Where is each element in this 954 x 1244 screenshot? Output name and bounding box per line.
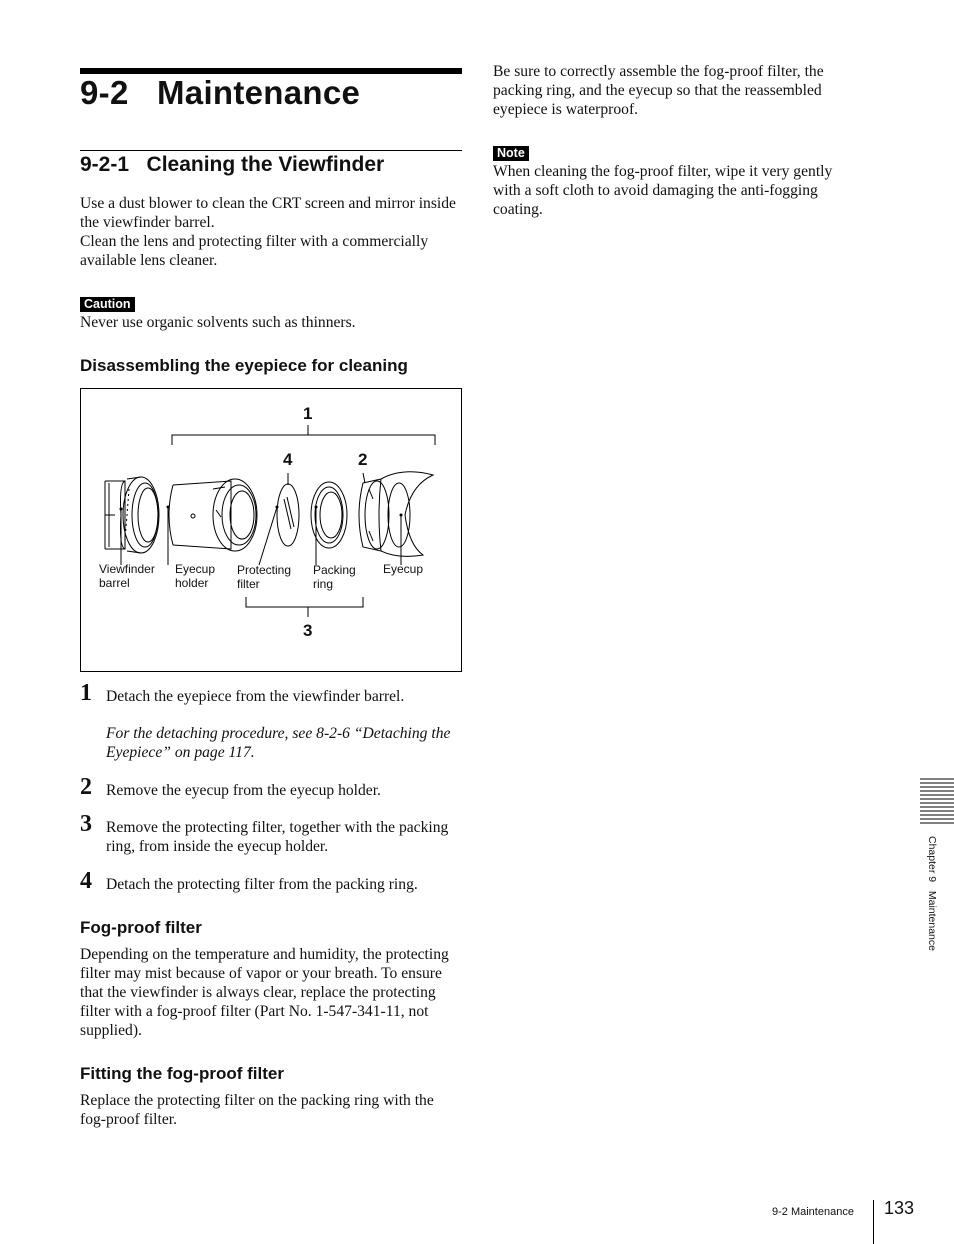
label-eyecup: Eyecup [383,562,424,576]
intro-paragraph-1: Use a dust blower to clean the CRT screen and mirror inside the viewfinder barrel. [80,195,456,231]
chapter-title: 9-2 Maintenance [80,74,361,111]
step-3-text: Remove the protecting filter, together with the packing ring, from inside the eyecup holder. [106,819,449,855]
step-4-text: Detach the protecting filter from the packing ring. [106,876,418,893]
fitting-heading: Fitting the fog-proof filter [80,1064,284,1083]
section-title: 9-2-1 Cleaning the Viewfinder [80,153,385,176]
label-packing-ring: Packing ring [313,563,356,591]
callout-1: 1 [303,404,313,423]
step-3-number: 3 [80,811,92,837]
callout-2: 2 [358,450,368,469]
step-1-text: Detach the eyepiece from the viewfinder barrel. [106,688,405,705]
step-2-number: 2 [80,774,92,800]
label-eyecup-holder: Eyecup holder [175,562,216,590]
step-1-number: 1 [80,680,92,706]
label-viewfinder-barrel: Viewfinder barrel [99,562,155,590]
fogproof-heading: Fog-proof filter [80,918,202,937]
step-2-text: Remove the eyecup from the eyecup holder. [106,782,381,799]
caution-text: Never use organic solvents such as thinners. [80,314,356,331]
fitting-text: Replace the protecting filter on the packing ring with the fog-proof filter. [80,1092,434,1128]
label-protecting-filter: Protecting filter [237,563,292,591]
intro-paragraph-2: Clean the lens and protecting filter with a commercially available lens cleaner. [80,233,429,269]
assembly-paragraph: Be sure to correctly assemble the fog-proof filter, the packing ring, and the eyecup so that the reassembled eyepiece is waterproof. [493,63,824,118]
note-text: When cleaning the fog-proof filter, wipe it very gently with a soft cloth to avoid damaging the anti-fogging coating. [493,163,833,218]
section-rule [80,150,462,151]
caution-label: Caution [80,297,135,312]
eyepiece-diagram [81,389,461,671]
callout-4: 4 [283,450,293,469]
chapter-tab-lines [920,778,954,826]
footer-section: 9-2 Maintenance [772,1206,854,1218]
footer-divider [873,1200,874,1244]
step-1-note: For the detaching procedure, see 8-2-6 “Detaching the Eyepiece” on page 117. [106,725,451,761]
chapter-side-label: Chapter 9 Maintenance [926,836,938,951]
callout-3: 3 [303,621,313,640]
page-number: 133 [884,1198,915,1218]
step-4-number: 4 [80,868,92,894]
note-label: Note [493,146,529,161]
eyepiece-figure [80,388,462,672]
disassembly-heading: Disassembling the eyepiece for cleaning [80,356,408,375]
fogproof-text: Depending on the temperature and humidity, the protecting filter may mist because of vapor or your breath. To ensure that the viewfinder is always clear, replace the protecting filter with a fog-proof filter (Part No. 1-547-341-11, not supplied). [80,946,449,1039]
